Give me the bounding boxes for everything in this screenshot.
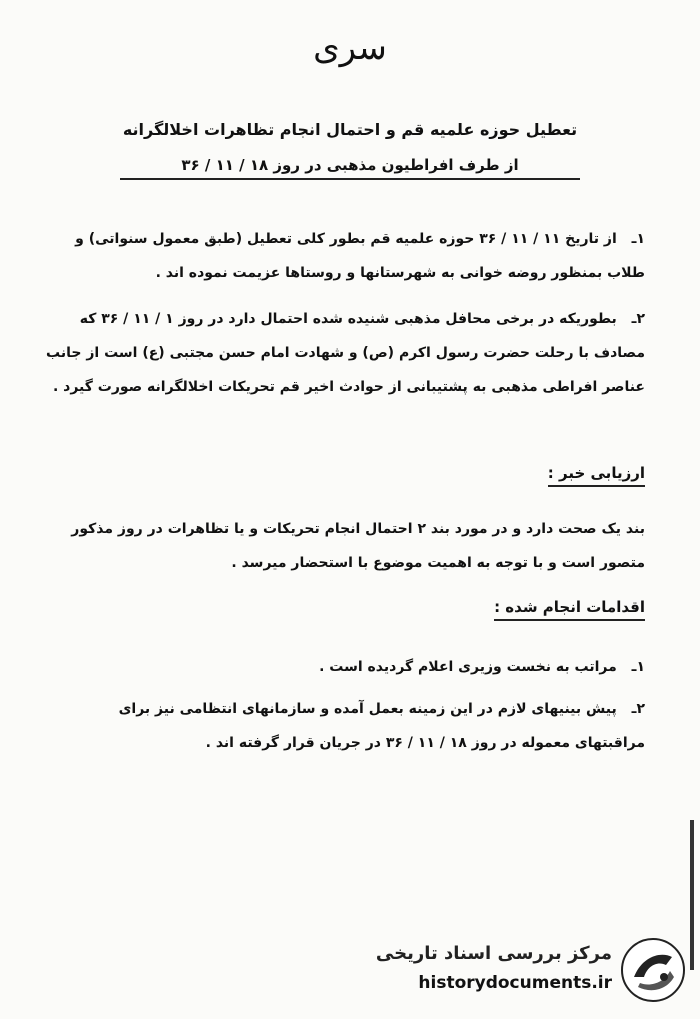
document-subject: تعطیل حوزه علمیه قم و احتمال انجام تظاهرات اخلالگرانه [122,120,578,139]
action-2-text: پیش بینیهای لازم در این زمینه بعمل آمده و سازمانهای انتظامی نیز برای مراقبتهای معموله در روز ۱۸ / ۱۱ / ۳۶ در جریان قرار گرفته اند . [118,701,645,751]
paragraph-1 [45,222,645,290]
paragraph-1-text: از تاریخ ۱۱ / ۱۱ / ۳۶ حوزه علمیه قم بطور کلی تعطیل (طبق معمول سنواتی) و طلاب بمنظور روضه خوانی به شهرستانها و روستاها عزیمت نموده اند . [75,231,645,281]
document-classification-title: سری [313,28,387,68]
paragraph-2-text: بطوریکه در برخی محافل مذهبی شنیده شده احتمال دارد در روز ۱ / ۱۱ / ۳۶ که مصادف با رحلت حضرت رسول اکرم (ص) و شهادت امام حسن مجتبی (ع) است از جانب عناصر افراطی مذهبی به پشتیبانی از حوادث اخیر قم تحریکات اخلالگرانه صورت گیرد . [46,311,645,395]
archive-website[interactable]: historydocuments.ir [418,973,612,993]
action-2-number: ۲ـ [631,701,645,717]
actions-heading: اقدامات انجام شده : [494,598,645,621]
scan-edge-mark [690,820,694,970]
action-1-text: مراتب به نخست وزیری اعلام گردیده است . [319,659,617,675]
archive-watermark [375,937,686,1007]
action-2 [45,692,645,760]
action-1 [45,650,645,684]
assessment-heading: ارزیابی خبر : [548,464,645,487]
paragraph-2 [45,302,645,404]
archive-center-name: مرکز بررسی اسناد تاریخی [375,943,612,964]
paragraph-2-number: ۲ـ [631,311,645,327]
history-documents-logo-icon [620,937,686,1003]
paragraph-1-number: ۱ـ [631,231,645,247]
document-from-line: از طرف افراطیون مذهبی در روز ۱۸ / ۱۱ / ۳۶ [120,156,580,180]
action-1-number: ۱ـ [631,659,645,675]
assessment-text: بند یک صحت دارد و در مورد بند ۲ احتمال انجام تحریکات و یا تظاهرات در روز مذکور متصور است و با توجه به اهمیت موضوع با استحضار میرسد . [71,521,645,571]
